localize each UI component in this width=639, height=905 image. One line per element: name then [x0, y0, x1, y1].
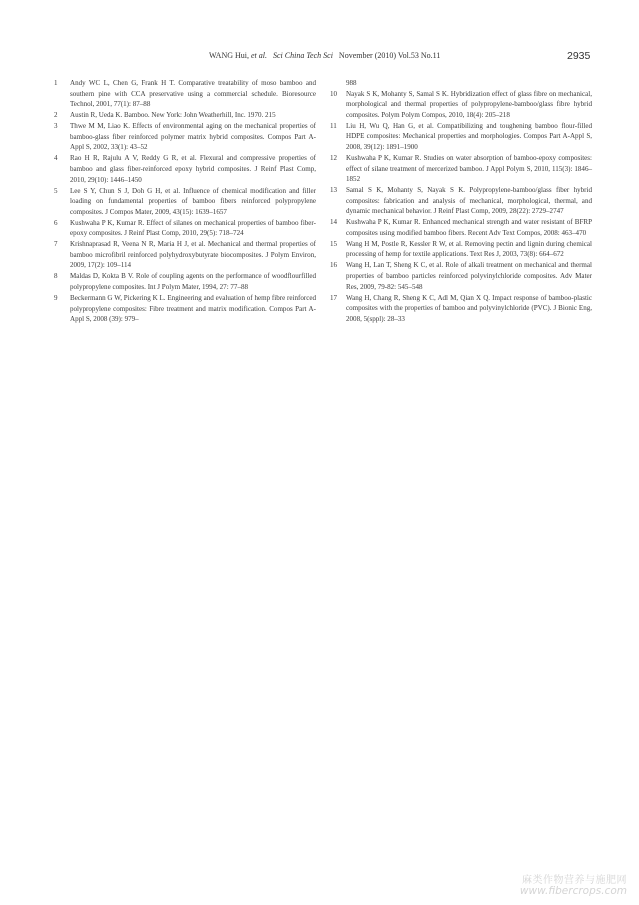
reference-text: Maldas D, Kokta B V. Role of coupling agents on the performance of woodflourfilled polypropylene composites. Int J Polym Mater, 1994, 27: 77–88: [70, 272, 316, 292]
reference-text: Samal S K, Mohanty S, Nayak S K. Polypropylene-bamboo/glass fiber hybrid composites: fabrication and analysis of mechanical, morphological, thermal, and dynamic mechanical behavior. J Reinf Plast Comp, 2009, 28(22): 2729–2747: [346, 186, 592, 216]
reference-item: [330, 89, 592, 121]
reference-number: 5: [54, 186, 58, 195]
reference-text: Kushwaha P K, Kumar R. Enhanced mechanical strength and water resistant of BFRP composites using modified bamboo fibers. Recent Adv Text Compos, 2008: 463–470: [346, 218, 592, 237]
reference-text: Austin R, Ueda K. Bamboo. New York: John Weatherhill, Inc. 1970. 215: [70, 111, 276, 120]
reference-number: 14: [330, 218, 338, 227]
reference-number: 2: [54, 111, 58, 120]
references-column-right: [330, 78, 592, 325]
reference-item: [54, 293, 316, 325]
reference-item: [54, 271, 316, 292]
site-watermark: [520, 875, 627, 897]
references-column-left: [54, 78, 316, 325]
reference-number: 12: [330, 153, 338, 162]
reference-item: [54, 153, 316, 185]
reference-text: Andy WC L, Chen G, Frank H T. Comparative treatability of moso bamboo and southern pine with CCA preservative using a commercial schedule. Bioresource Technol, 2001, 77(1): 87–88: [70, 79, 316, 109]
reference-number: 4: [54, 154, 58, 163]
reference-item: [54, 239, 316, 271]
reference-item: [54, 218, 316, 239]
reference-number: 11: [330, 121, 337, 130]
header-journal: Sci China Tech Sci: [273, 51, 333, 60]
header-etal: et al.: [251, 51, 267, 60]
reference-number: 17: [330, 293, 338, 302]
reference-number: 13: [330, 186, 338, 195]
watermark-url: www.fibercrops.com: [519, 885, 627, 897]
reference-number: 16: [330, 261, 338, 270]
reference-text: Wang H, Lan T, Sheng K C, et al. Role of alkali treatment on mechanical and thermal properties of bamboo particles reinforced polyvinylchloride composites. Adv Mater Res, 2009, 79-82: 545–548: [346, 261, 592, 291]
reference-number: 3: [54, 122, 58, 131]
reference-item: [330, 260, 592, 292]
reference-number: 9: [54, 294, 58, 302]
page-number: 2935: [567, 50, 591, 62]
reference-text: Lee S Y, Chun S J, Doh G H, et al. Influence of chemical modification and filler loading on fundamental properties of bamboo fibers reinforced polypropylene composites. J Compos Mater, 2009, 43(15): 1639–1657: [70, 186, 316, 216]
reference-item: [330, 153, 592, 185]
reference-item: [330, 239, 592, 260]
reference-text: Liu H, Wu Q, Han G, et al. Compatibilizing and toughening bamboo flour-filled HDPE composites: Mechanical properties and morphologies. Compos Part A-Appl S, 2008, 39(12): 1891–1900: [346, 121, 592, 151]
reference-number: 7: [54, 240, 58, 249]
reference-text: Wang H M, Postle R, Kessler R W, et al. Removing pectin and lignin during chemical processing of hemp for textile applications. Text Res J, 2003, 73(8): 664–672: [346, 239, 592, 259]
reference-text: Wang H, Chang R, Sheng K C, Adl M, Qian X Q. Impact response of bamboo-plastic composites with the properties of bamboo and polyvinylchloride (PVC). J Bionic Eng, 2008, 5(sppl): 28–33: [346, 293, 592, 323]
reference-item: [330, 293, 592, 325]
reference-item: [54, 121, 316, 153]
reference-text: Krishnaprasad R, Veena N R, Maria H J, et al. Mechanical and thermal properties of bamboo microfibril reinforced polyhydroxybutyrate biocomposites. J Polym Environ, 2009, 17(2): 109–114: [70, 240, 316, 270]
reference-text: Kushwaha P K, Kumar R. Effect of silanes on mechanical properties of bamboo fiber-epoxy composites. J Reinf Plast Comp, 2010, 29(5): 718–724: [70, 218, 316, 238]
reference-continuation: 988: [346, 79, 357, 87]
reference-item: [54, 110, 316, 121]
reference-text: Rao H R, Rajulu A V, Reddy G R, et al. Flexural and compressive properties of bamboo and glass fiber-reinforced epoxy hybrid composites. J Reinf Plast Comp, 2010, 29(10): 1446–1450: [70, 154, 316, 184]
watermark-site-name: 麻类作物营养与施肥网: [522, 875, 627, 886]
reference-item: [330, 121, 592, 153]
reference-text: Nayak S K, Mohanty S, Samal S K. Hybridization effect of glass fibre on mechanical, morphological and thermal properties of polypropylene-bamboo/glass fibre hybrid composites. Polym Polym Compos, 2010, 18(4): 205–218: [346, 89, 592, 119]
running-header: [0, 51, 639, 65]
reference-number: 10: [330, 89, 338, 98]
reference-number: 1: [54, 79, 58, 87]
reference-item: [330, 217, 592, 238]
reference-item: [330, 185, 592, 217]
reference-item: [54, 78, 316, 110]
reference-item: [54, 186, 316, 218]
running-header-text: [209, 51, 440, 60]
reference-number: 6: [54, 218, 58, 227]
reference-number: 15: [330, 239, 338, 248]
header-issue: November (2010) Vol.53 No.11: [338, 51, 441, 60]
reference-text: Beckermann G W, Pickering K L. Engineering and evaluation of hemp fibre reinforced polypropylene composites: Fibre treatment and matrix modification. Compos Part A-Appl S, 2008 (39): 979–: [70, 294, 316, 324]
reference-text: Thwe M M, Liao K. Effects of environmental aging on the mechanical properties of bamboo-glass fiber reinforced polymer matrix hybrid composites. Compos Part A-Appl S, 2002, 33(1): 43–52: [70, 122, 316, 152]
reference-number: 8: [54, 272, 58, 281]
header-authors: WANG Hui,: [209, 51, 249, 60]
reference-text: Kushwaha P K, Kumar R. Studies on water absorption of bamboo-epoxy composites: effect of silane treatment of mercerized bamboo. J Appl Polym S, 2010, 115(3): 1846–1852: [346, 153, 592, 184]
